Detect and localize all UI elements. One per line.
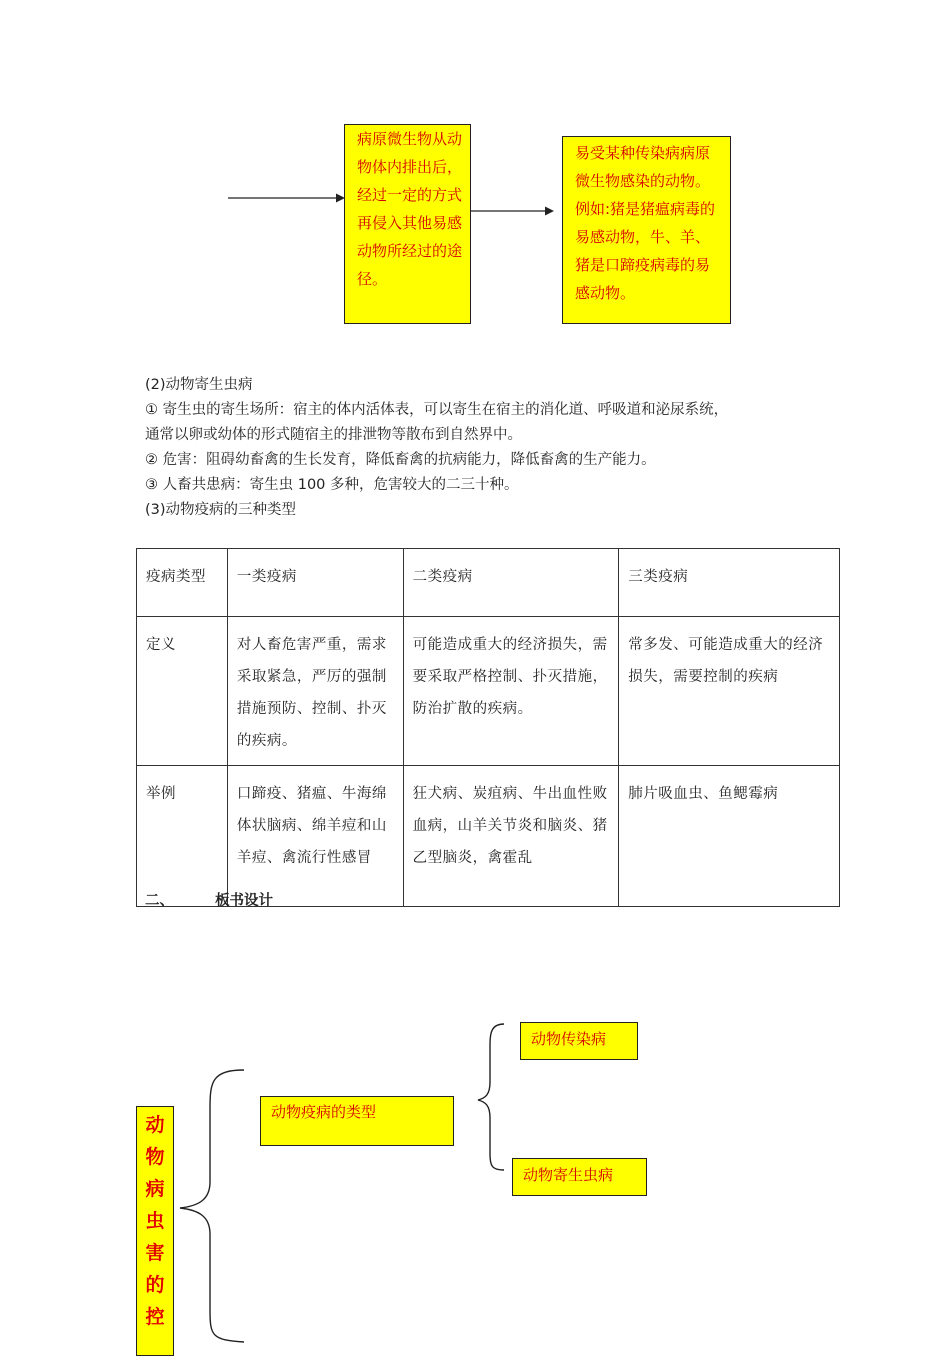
table-header-cell: 一类疫病	[227, 549, 403, 617]
section-2-heading	[145, 889, 273, 910]
susceptible-animal-box	[562, 136, 731, 324]
transmission-route-box	[344, 124, 471, 324]
row-label: 定义	[137, 617, 228, 766]
epidemic-types-table	[136, 548, 840, 907]
parasitic-disease-box	[512, 1158, 647, 1196]
table-cell: 口蹄疫、猪瘟、牛海绵体状脑病、绵羊痘和山羊痘、禽流行性感冒	[227, 766, 403, 907]
parasite-line-1: ① 寄生虫的寄生场所：宿主的体内活体表，可以寄生在宿主的消化道、呼吸道和泌尿系统，	[145, 402, 729, 418]
flow-arrows	[0, 0, 950, 340]
row-label: 举例	[137, 766, 228, 907]
infectious-disease-box	[520, 1022, 638, 1060]
table-cell: 肺片吸血虫、鱼鳃霉病	[619, 766, 840, 907]
table-header-cell: 疫病类型	[137, 549, 228, 617]
table-header-cell: 二类疫病	[403, 549, 619, 617]
table-cell: 可能造成重大的经济损失，需要采取严格控制、扑灭措施，防治扩散的疾病。	[403, 617, 619, 766]
table-row	[137, 617, 840, 766]
transmission-route-text: 病原微生物从动物体内排出后，经过一定的方式再侵入其他易感动物所经过的途径。	[357, 130, 463, 288]
parasite-heading: (2)动物寄生虫病	[145, 377, 253, 393]
table-cell: 常多发、可能造成重大的经济损失，需要控制的疾病	[619, 617, 840, 766]
section-title: 板书设计	[215, 893, 274, 909]
epidemic-types-label: 动物疫病的类型	[271, 1103, 377, 1121]
epidemic-types-box	[260, 1096, 454, 1146]
table-header-cell: 三类疫病	[619, 549, 840, 617]
parasitic-disease-label: 动物寄生虫病	[523, 1166, 614, 1184]
parasite-line-2: 通常以卵或幼体的形式随宿主的排泄物等散布到自然界中。	[145, 427, 522, 443]
parasite-line-4: ③ 人畜共患病：寄生虫 100 多种，危害较大的二三十种。	[145, 477, 519, 493]
parasite-line-3: ② 危害：阻碍幼畜禽的生长发育，降低畜禽的抗病能力，降低畜禽的生产能力。	[145, 452, 656, 468]
section-number: 二、	[145, 893, 174, 909]
table-cell: 狂犬病、炭疽病、牛出血性败血病，山羊关节炎和脑炎、猪乙型脑炎，禽霍乱	[403, 766, 619, 907]
infectious-disease-label: 动物传染病	[531, 1030, 607, 1048]
table-row	[137, 766, 840, 907]
epidemic-types-heading: (3)动物疫病的三种类型	[145, 502, 297, 518]
table-header-row	[137, 549, 840, 617]
board-vertical-title	[136, 1106, 174, 1356]
susceptible-animal-text: 易受某种传染病病原微生物感染的动物。例如:猪是猪瘟病毒的易感动物，牛、羊、猪是口蹄疫病毒的易感动物。	[575, 144, 716, 302]
table-cell: 对人畜危害严重，需求采取紧急，严厉的强制措施预防、控制、扑灭的疾病。	[227, 617, 403, 766]
board-vertical-text: 动物病虫害的控	[145, 1114, 165, 1328]
